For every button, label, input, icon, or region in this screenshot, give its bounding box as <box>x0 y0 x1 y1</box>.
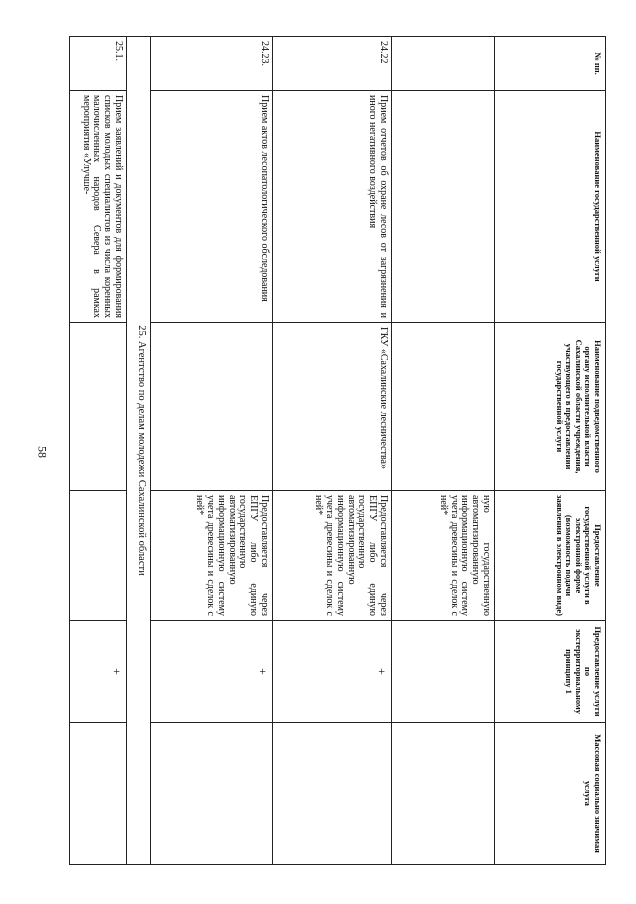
row-num <box>392 37 495 91</box>
row-service: Прием актов лесопатологического обследования <box>151 91 273 323</box>
page-number: 58 <box>35 446 50 458</box>
row-mass <box>70 723 127 865</box>
header-service-name: Наименование государственной услуги <box>495 91 606 323</box>
row-authority <box>392 323 495 491</box>
row-authority <box>151 323 273 491</box>
row-service: Прием заявлений и документов для формирования списков молодых специалистов из числа коренных малочисленных народов Севера в рамках мероприятия «Улучше- <box>70 91 127 323</box>
row-num: 25.1. <box>70 37 127 91</box>
row-extraterritorial: + <box>70 621 127 723</box>
row-electronic <box>70 491 127 621</box>
row-mass <box>392 723 495 865</box>
row-num: 24.22 <box>273 37 392 91</box>
rotated-table-container <box>80 36 606 864</box>
table-row <box>273 37 392 865</box>
header-row <box>495 37 606 865</box>
header-electronic: Предоставление государственной услуги в электронной форме (возможность подачи заявления в электронном виде) <box>495 491 606 621</box>
row-mass <box>273 723 392 865</box>
header-extraterritorial: Предоставление услуги по экстерриториальному принципу 1 <box>495 621 606 723</box>
table-row <box>70 37 127 865</box>
row-authority: ГКУ «Сахалинские лесничества» <box>273 323 392 491</box>
row-extraterritorial: + <box>151 621 273 723</box>
section-row <box>127 37 151 865</box>
header-authority: Наименование подведомственного органу исполнительной власти Сахалинской области учреждения, участвующего в предоставлении государственной услуги <box>495 323 606 491</box>
row-service <box>392 91 495 323</box>
header-mass: Массовая социально значимая услуга <box>495 723 606 865</box>
row-electronic: Предоставляется через ЕПГУ либо единую государственную автоматизированную информационную систему учета древесины и сделок с ней* <box>273 491 392 621</box>
row-service: Прием отчетов об охране лесов от загрязнения и иного негативного воздействия <box>273 91 392 323</box>
services-table <box>69 36 606 865</box>
row-extraterritorial <box>392 621 495 723</box>
row-authority <box>70 323 127 491</box>
section-title: 25. Агентство по делам молодежи Сахалинской области <box>127 37 151 865</box>
row-num: 24.23. <box>151 37 273 91</box>
row-electronic: ную государственную автоматизированную информационную систему учета древесины и сделок с ней* <box>392 491 495 621</box>
table-row <box>151 37 273 865</box>
row-electronic: Предоставляется через ЕПГУ либо единую государственную автоматизированную информационную систему учета древесины и сделок с ней* <box>151 491 273 621</box>
row-mass <box>151 723 273 865</box>
header-num: № пп. <box>495 37 606 91</box>
row-extraterritorial: + <box>273 621 392 723</box>
table-row <box>392 37 495 865</box>
